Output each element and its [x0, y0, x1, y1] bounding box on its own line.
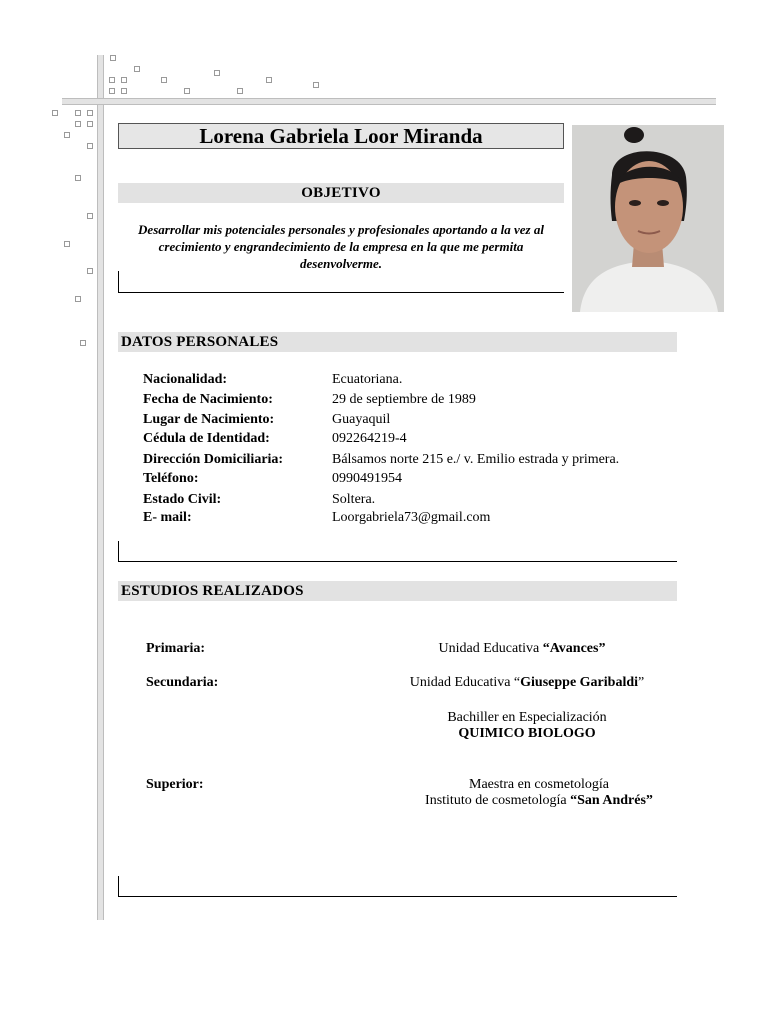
full-name: Lorena Gabriela Loor Miranda: [199, 123, 483, 148]
primary-school-name: “Avances”: [542, 641, 606, 656]
email-label: E- mail:: [143, 510, 192, 525]
secondary-school-prefix: Unidad Educativa “: [409, 675, 521, 690]
superior-degree: Maestra en cosmetología: [469, 777, 609, 792]
objective-text: Desarrollar mis potenciales personales y profesionales aportando a la vez al crecimiento y engrandecimiento de la empresa en la que me permita desenvolverme.: [138, 222, 544, 271]
secondary-school: [357, 675, 697, 691]
secondary-school-suffix: ”: [638, 675, 645, 690]
primary-school: [352, 641, 692, 657]
nationality-value: Ecuatoriana.: [332, 372, 403, 387]
superior-institute-prefix: Instituto de cosmetología: [425, 793, 571, 808]
id-card-label: Cédula de Identidad:: [143, 431, 270, 446]
birth-date-label: Fecha de Nacimiento:: [143, 392, 273, 407]
personal-data-title: DATOS PERSONALES: [121, 333, 279, 350]
personal-data-bracket: [118, 541, 677, 562]
superior-institute: [369, 793, 709, 809]
id-card-value: 092264219-4: [332, 431, 407, 446]
decorative-horizontal-bar: [62, 98, 716, 105]
birth-date-value: 29 de septiembre de 1989: [332, 392, 476, 407]
marital-status-label: Estado Civil:: [143, 492, 222, 507]
secondary-degree-line2: QUIMICO BIOLOGO: [458, 726, 596, 741]
email-value: Loorgabriela73@gmail.com: [332, 510, 491, 525]
phone-value: 0990491954: [332, 471, 402, 486]
secondary-label: Secundaria:: [146, 675, 219, 690]
birth-place-label: Lugar de Nacimiento:: [143, 412, 275, 427]
studies-title: ESTUDIOS REALIZADOS: [121, 582, 304, 599]
objective-title: OBJETIVO: [301, 184, 381, 201]
decorative-vertical-bar: [97, 55, 104, 920]
address-label: Dirección Domiciliaria:: [143, 452, 284, 467]
secondary-degree-line1: Bachiller en Especialización: [447, 710, 607, 725]
birth-place-value: Guayaquil: [332, 412, 391, 427]
studies-bracket: [118, 876, 677, 897]
primary-school-prefix: Unidad Educativa: [438, 641, 543, 656]
superior-institute-name: “San Andrés”: [570, 793, 653, 808]
marital-status-value: Soltera.: [332, 492, 376, 507]
address-value: Bálsamos norte 215 e./ v. Emilio estrada y primera.: [332, 452, 620, 467]
secondary-school-name: Giuseppe Garibaldi: [520, 675, 639, 690]
primary-label: Primaria:: [146, 641, 206, 656]
objective-heading: [118, 183, 564, 203]
objective-bracket: [118, 271, 564, 293]
nationality-label: Nacionalidad:: [143, 372, 228, 387]
profile-photo: [572, 125, 724, 312]
person-portrait-icon: [572, 125, 724, 312]
studies-heading: [118, 581, 677, 601]
phone-label: Teléfono:: [143, 471, 199, 486]
name-header: [118, 123, 564, 149]
superior-label: Superior:: [146, 777, 204, 792]
personal-data-heading: [118, 332, 677, 352]
